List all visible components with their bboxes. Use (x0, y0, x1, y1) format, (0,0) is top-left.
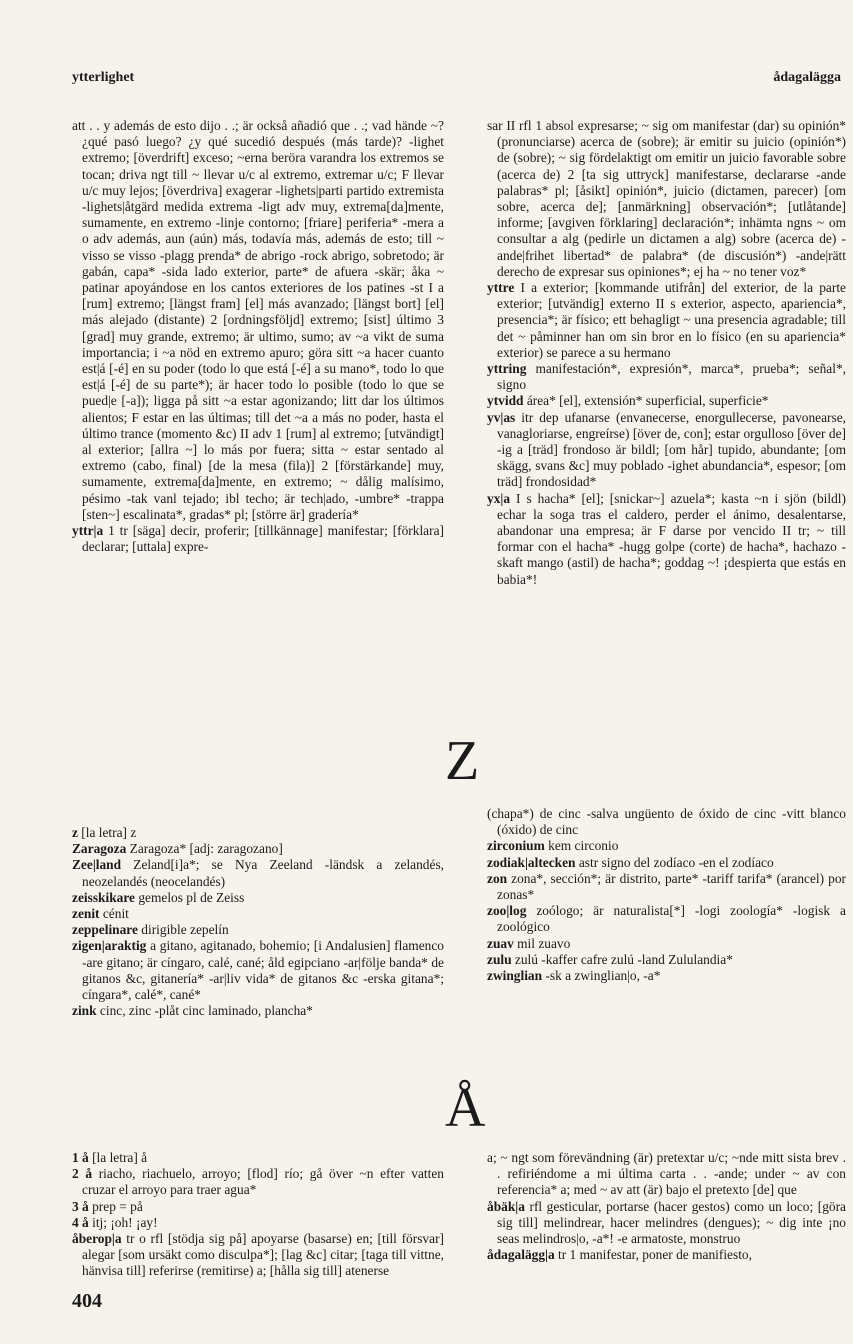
dictionary-entry (487, 968, 846, 984)
entry-headword: zenit (72, 906, 100, 922)
column-right-block-aa (487, 1150, 846, 1263)
entry-headword: z (72, 825, 78, 840)
entry-definition: Zaragoza* [adj: zaragozano] (126, 841, 283, 857)
entry-headword: zink (72, 1003, 97, 1019)
dictionary-entry (72, 841, 444, 857)
column-left-block-y (72, 118, 444, 555)
entry-headword: 2 å (72, 1166, 93, 1182)
entry-headword: yv|as (487, 409, 516, 425)
entry-headword: zeisskikare (72, 889, 135, 905)
entry-definition: (chapa*) de cinc -salva ungüento de óxido de cinc -vitt blanco (óxido) de cinc (487, 806, 846, 838)
column-left-block-aa (72, 1150, 444, 1280)
dictionary-entry (72, 922, 444, 938)
entry-definition: mil zuavo (513, 935, 571, 951)
entry-definition: itj; ¡oh! ¡ay! (88, 1214, 158, 1230)
entry-headword: ådagalägg|a (487, 1247, 555, 1263)
entry-definition: I s hacha* [el]; [snickar~] azuela*; kasta ~n i sjön (bildl) echar la soga tras el caldero, perder el ánimo, desalentarse, abandonar una empresa; är F darse por vencido II tr; ~ till formar con el hacha* -hugg golpe (corte) de hacha*, hachazo -skaft mango (astil) de hacha*; goddag ~! ¡despierta que estás en babia*! (497, 490, 846, 587)
column-left-block-z (72, 825, 444, 1019)
entry-headword: Zaragoza (72, 841, 127, 857)
entry-definition: [la letra] z (77, 825, 137, 840)
dictionary-entry (72, 118, 444, 523)
dictionary-entry (72, 523, 444, 555)
entry-definition: Zeland[i]a*; se Nya Zeeland -ländsk a zelandés, neozelandés (neocelandés) (82, 857, 444, 889)
dictionary-entry (72, 890, 444, 906)
dictionary-entry (487, 838, 846, 854)
dictionary-entry (487, 491, 846, 588)
entry-headword: zoo|log (487, 903, 527, 919)
entry-definition: prep = på (88, 1198, 143, 1214)
entry-definition: [la letra] å (88, 1150, 148, 1165)
entry-headword: 3 å (72, 1198, 89, 1214)
entry-definition: zoólogo; är naturalista[*] -logi zoología* -logisk a zoológico (497, 903, 846, 935)
entry-headword: yttring (487, 361, 527, 377)
column-right-block-z (487, 806, 846, 984)
entry-headword: zulu (487, 951, 512, 967)
dictionary-entry (72, 1215, 444, 1231)
entry-headword: åbäk|a (487, 1198, 525, 1214)
dictionary-entry (487, 871, 846, 903)
entry-definition: área* [el], extensión* superficial, superficie* (523, 393, 769, 409)
dictionary-entry (487, 936, 846, 952)
entry-definition: -sk a zwinglian|o, -a* (542, 968, 661, 984)
entry-headword: zon (487, 870, 508, 886)
dictionary-entry (487, 903, 846, 935)
dictionary-entry (72, 1003, 444, 1019)
column-right-block-y (487, 118, 846, 588)
dictionary-entry (72, 906, 444, 922)
dictionary-entry (487, 393, 846, 409)
entry-headword: åberop|a (72, 1231, 122, 1247)
entry-definition: zulú -kaffer cafre zulú -land Zululandia* (511, 951, 733, 967)
entry-headword: zigen|araktig (72, 938, 147, 954)
dictionary-entry (487, 361, 846, 393)
entry-definition: dirigible zepelín (137, 922, 229, 938)
header-left-guideword: ytterlighet (72, 70, 135, 85)
dictionary-entry (487, 1247, 846, 1263)
entry-headword: Zee|land (72, 857, 122, 873)
entry-headword: zeppelinare (72, 922, 138, 938)
entry-definition: itr dep ufanarse (envanecerse, enorgullecerse, pavonearse, vanagloriarse, engreírse) [över de, con]; estar orgulloso [över de] -ig a [träd] frondoso är bildl; [om hår] tupido, abundante; [om skägg, svans &c] muy poblado -ighet abundancia*, espesor; [om träd] frondosidad* (497, 409, 846, 490)
entry-definition: rfl gesticular, portarse (hacer gestos) como un loco; [göra sig till] melindrear, hacer melindres (dengues); ~ dig inte ¡no seas melindros|o, -a*! -e armatoste, monstruo (497, 1198, 846, 1247)
entry-definition: 1 tr [säga] decir, proferir; [tillkännage] manifestar; [förklara] declarar; [uttala] expre- (82, 523, 444, 555)
entry-definition: a gitano, agitanado, bohemio; [i Andalusien] flamenco -are gitano; är cíngaro, calé, cané; åld egipciano -ar|följe banda* de gitanos &c, gitanería* -ar|liv vida* de gitanos &c -erska gitana*; cíngara*, calé*, cané* (82, 938, 444, 1003)
entry-definition: a; ~ ngt som förevändning (är) pretextar u/c; ~nde mitt sista brev . . refiriéndome a mi última carta . . -ande; under ~ av con referencia* a; med ~ av att (är) bajo el pretexto [de] que (487, 1150, 846, 1198)
dictionary-entry (487, 280, 846, 361)
entry-definition: tr o rfl [stödja sig på] apoyarse (basarse) en; [till försvar] alegar [som ursäkt como disculpa*]; [lag &c] citar; [taga till vittne, hänvisa till] referirse (remitirse) a; [hålla sig till] atenerse (82, 1231, 444, 1279)
entry-definition: manifestación*, expresión*, marca*, prueba*; señal*, signo (497, 361, 846, 393)
entry-headword: zwinglian (487, 968, 543, 984)
header-right-guideword: ådagalägga (773, 70, 841, 85)
dictionary-entry (72, 1231, 444, 1280)
entry-definition: I a exterior; [kommande utifrån] del exterior, de la parte exterior; [utvändig] externo II s exterior, aspecto, apariencia*, presencia*; är físico; ett behagligt ~ una presencia agradable; till det ~ påminner han om sin bror en lo físico (en su apariencia* exterior) se parece a su hermano (497, 280, 846, 360)
dictionary-entry (487, 855, 846, 871)
page-number: 404 (72, 1290, 102, 1312)
entry-headword: zirconium (487, 838, 545, 854)
entry-headword: ytvidd (487, 393, 524, 409)
dictionary-entry (72, 938, 444, 1003)
dictionary-entry (487, 1150, 846, 1199)
page-header (72, 70, 841, 92)
dictionary-entry (487, 118, 846, 280)
entry-headword: 4 å (72, 1214, 89, 1230)
dictionary-entry (72, 857, 444, 889)
dictionary-entry (72, 1199, 444, 1215)
entry-headword: 1 å (72, 1150, 89, 1165)
dictionary-entry (487, 1199, 846, 1248)
entry-headword: yx|a (487, 490, 511, 506)
entry-headword: yttre (487, 280, 515, 296)
entry-headword: yttr|a (72, 523, 104, 539)
entry-definition: sar II rfl 1 absol expresarse; ~ sig om manifestar (dar) su opinión* (pronunciarse) acerca de (sobre); är emitir su juicio (opinión*) de (sobre); ~ sig fördelaktigt om emitir un juicio favorable sobre (acerca de) 2 [ta sig uttryck] manifestarse, declararse -ande palabras* pl; [åsikt] opinión*, juicio (dictamen, parecer) [om sobre, acerca de]; [anmärkning] observación*; [utlåtande] informe; [avgiven förklaring] declaración*; inhämta ngns ~ om consultar a alg (pedirle un dictamen a alg) sobre (acerca de) -ande|frihet libertad* de palabra* (de discusión*) -ande|rätt derecho de expresar sus opiniones*; ej ha ~ no tener voz* (487, 118, 846, 279)
dictionary-entry (487, 410, 846, 491)
entry-headword: zuav (487, 935, 514, 951)
dictionary-entry (72, 1150, 444, 1166)
entry-definition: zona*, sección*; är distrito, parte* -tariff tarifa* (arancel) por zonas* (497, 870, 846, 903)
entry-definition: astr signo del zodíaco -en el zodíaco (575, 854, 774, 870)
entry-definition: riacho, riachuelo, arroyo; [flod] río; gå över ~n efter vatten cruzar el arroyo para traer agua* (82, 1166, 444, 1198)
entry-definition: cénit (99, 906, 129, 922)
section-letter-aa: Å (445, 1077, 486, 1139)
entry-definition: cinc, zinc -plåt cinc laminado, plancha* (96, 1003, 313, 1019)
entry-headword: zodiak|altecken (487, 854, 576, 870)
section-letter-z: Z (445, 730, 480, 792)
entry-definition: gemelos pl de Zeiss (134, 889, 245, 905)
dictionary-entry (487, 806, 846, 838)
dictionary-entry (487, 952, 846, 968)
entry-definition: att . . y además de esto dijo . .; är också añadió que . .; vad hände ~? ¿qué pasó luego? ¿y qué sucedió después (más tarde)? -lighet extremo; [överdrift] exceso; ~erna beröra varandra los extremos se tocan; driva ngt till ~ llevar u/c al extremo, extremar u/c; F llevar u/c muy lejos; [överdriva] exagerar -lighets|parti partido extremista -lighets|åtgärd medida extrema -ligt adv muy, extrema[da]mente, sumamente, en extremo -linje contorno; [friare] periferia* -mera a o adv además, aun (aún) más, todavía más, además de esto; till ~ visso se visso -plagg prenda* de abrigo -rock abrigo, sobretodo; är gabán, capa* -sida lado exterior, parte* de afuera -skär; åka ~ patinar apoyándose en los cantos exteriores de los patines -st I a [rum] extremo; [längst fram] [el] más avanzado; [längst bort] [el] más alejado (distante) 2 [ordningsföljd] extremo; [sist] último 3 [grad] muy grande, extremo; är ultimo, sumo; av ~a vikt de suma importancia; i ~a nöd en extremo apuro; göra sitt ~a hacer cuanto est|á [-é] en su poder (todo lo que está [-é] a su mano*, todo lo que est|á [-é] de su parte*); är hacer todo lo posible (todo lo que se pued|e [-a]); ligga på sitt ~a estar agonizando; litt dar los últimos alientos; F estar en las últimas; till det ~a a más no poder, hasta el último trance (momento &c) II adv 1 [rum] al extremo; [utvändigt] al exterior; [allra ~] lo más por fuera; sitta ~ estar sentado al extremo (cabo, final) [de la mesa (fila)] 2 [förstärkande] muy, sumamente, extrema[da]mente, en extremo; ~ dålig malísimo, pésimo -tak vanl tejado; ibl techo; är tech|ado, -umbre* -trappa [sten~] escalinata*, gradas* pl; [större är] gradería* (72, 118, 444, 522)
dictionary-entry (72, 1166, 444, 1198)
entry-definition: kem circonio (544, 838, 619, 854)
dictionary-entry (72, 825, 444, 841)
entry-definition: tr 1 manifestar, poner de manifiesto, (554, 1247, 752, 1263)
